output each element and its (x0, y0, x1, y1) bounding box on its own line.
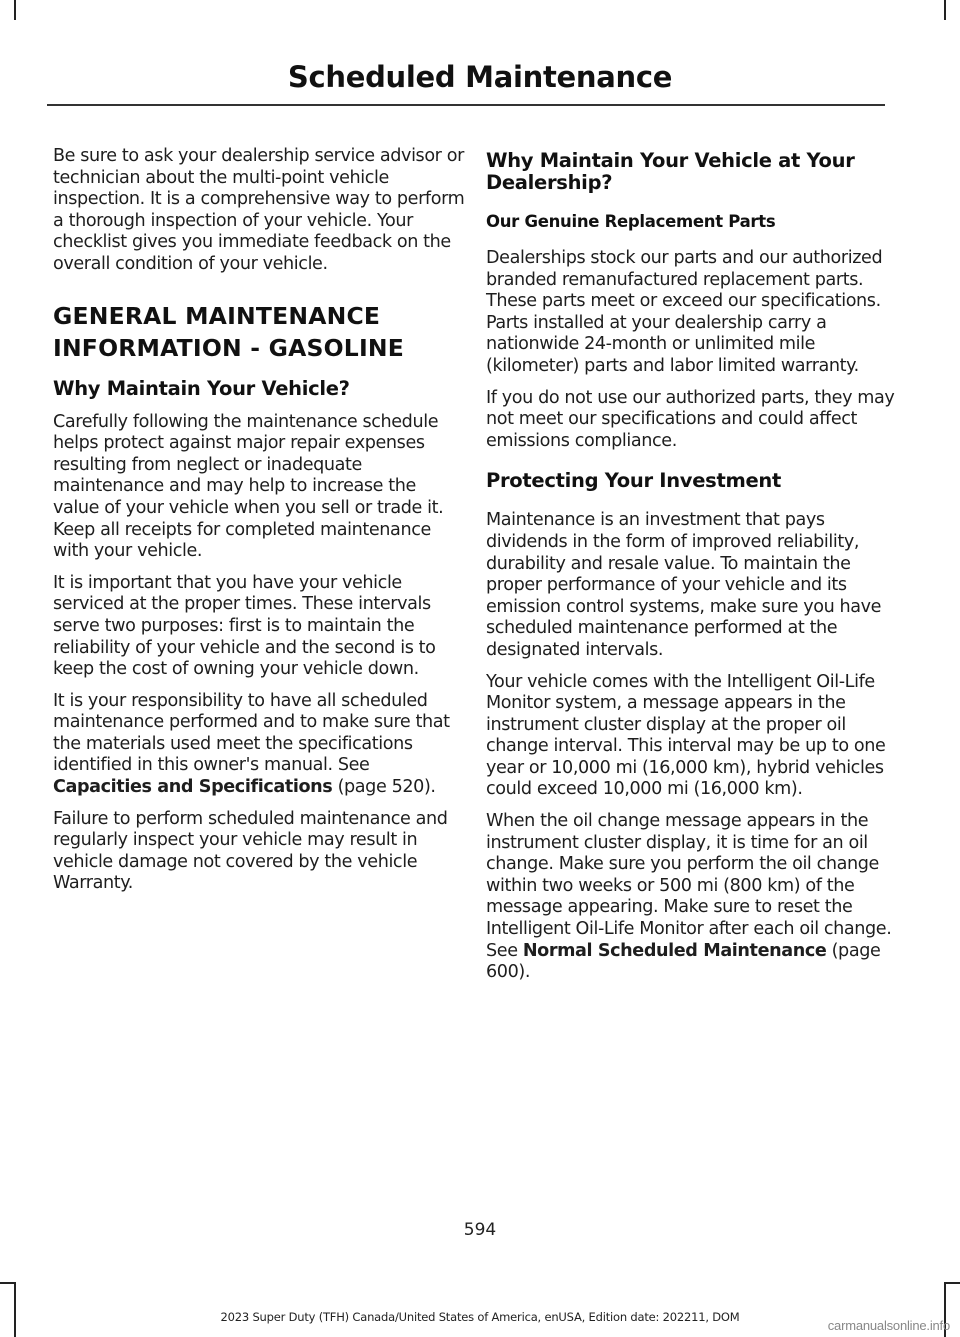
oil-change-text: When the oil change message appears in the instrument cluster display, it is time for an oil change. Make sure you perform the oil change within two weeks or 500 mi (800 km) of the message appearing. Make sure to reset the Intelligent Oil-Life Monitor after each oil change. See (486, 811, 892, 961)
investment-heading: Protecting Your Investment (486, 469, 782, 493)
normal-maintenance-page-ref: (page 600). (486, 940, 881, 983)
responsibility-text: It is your responsibility to have all scheduled maintenance performed and to make sure that the materials used meet the specifications identified in this owner's manual. See (53, 690, 450, 776)
header-divider (47, 104, 885, 106)
page-number: 594 (463, 1220, 497, 1240)
crop-mark-bottom-right-h (944, 1282, 960, 1284)
paragraph-service-intervals: It is important that you have your vehicle serviced at the proper times. These intervals serve two purposes: first is to maintain the reliability of your vehicle and the second is to keep the cost of owning your vehicle down. (53, 572, 436, 680)
paragraph-warranty: Failure to perform scheduled maintenance and regularly inspect your vehicle may result in vehicle damage not covered by the vehicle Warranty. (53, 808, 448, 894)
paragraph-maintenance-schedule: Carefully following the maintenance schedule helps protect against major repair expenses resulting from neglect or inadequate maintenance and may help to increase the value of your vehicle when you sell or trade it. Keep all receipts for completed maintenance with your vehicle. (53, 411, 444, 562)
paragraph-authorized-parts: If you do not use our authorized parts, they may not meet our specifications and could affect emissions compliance. (486, 387, 895, 451)
intro-paragraph: Be sure to ask your dealership service advisor or technician about the multi-point vehicle inspection. It is a comprehensive way to perform a thorough inspection of your vehicle. Your checklist gives you immediate feedback on the overall condition of your vehicle. (53, 146, 465, 274)
dealership-heading: Why Maintain Your Vehicle at Your Dealership? (486, 149, 855, 194)
genuine-parts-heading: Our Genuine Replacement Parts (486, 212, 776, 231)
page-title: Scheduled Maintenance (287, 60, 673, 94)
paragraph-dealership-parts: Dealerships stock our parts and our authorized branded remanufactured replacement parts. These parts meet or exceed our specifications. Parts installed at your dealership carry a nationwide 24-month or unlimited mile (kilometer) parts and labor limited warranty. (486, 248, 883, 376)
crop-mark-top-left (14, 0, 16, 20)
capacities-link[interactable]: Capacities and Specifications (53, 777, 333, 798)
crop-mark-top-right (944, 0, 946, 20)
section-heading-line2: INFORMATION - GASOLINE (53, 333, 405, 362)
paragraph-investment: Maintenance is an investment that pays dividends in the form of improved reliability, durability and resale value. To maintain the proper performance of your vehicle and its emission control systems, make sure you have scheduled maintenance performed at the designated intervals. (486, 510, 882, 660)
why-maintain-heading: Why Maintain Your Vehicle? (53, 376, 350, 400)
normal-maintenance-link[interactable]: Normal Scheduled Maintenance (522, 940, 827, 961)
section-heading (53, 300, 465, 364)
paragraph-responsibility (53, 691, 465, 799)
paragraph-oil-change (486, 811, 896, 984)
crop-mark-bottom-left-h (0, 1282, 16, 1284)
paragraph-oil-life-monitor: Your vehicle comes with the Intelligent Oil-Life Monitor system, a message appears in the instrument cluster display at the proper oil change interval. This interval may be up to one year or 10,000 mi (16,000 km), hybrid vehicles could exceed 10,000 mi (16,000 km). (486, 671, 886, 800)
section-heading-line1: GENERAL MAINTENANCE (53, 301, 381, 330)
watermark: carmanualsonline.info (827, 1318, 950, 1333)
capacities-page-ref: (page 520). (332, 777, 436, 798)
edition-footer: 2023 Super Duty (TFH) Canada/United States of America, enUSA, Edition date: 202211, DOM (220, 1310, 740, 1324)
right-column (486, 146, 896, 994)
left-column (53, 146, 465, 905)
